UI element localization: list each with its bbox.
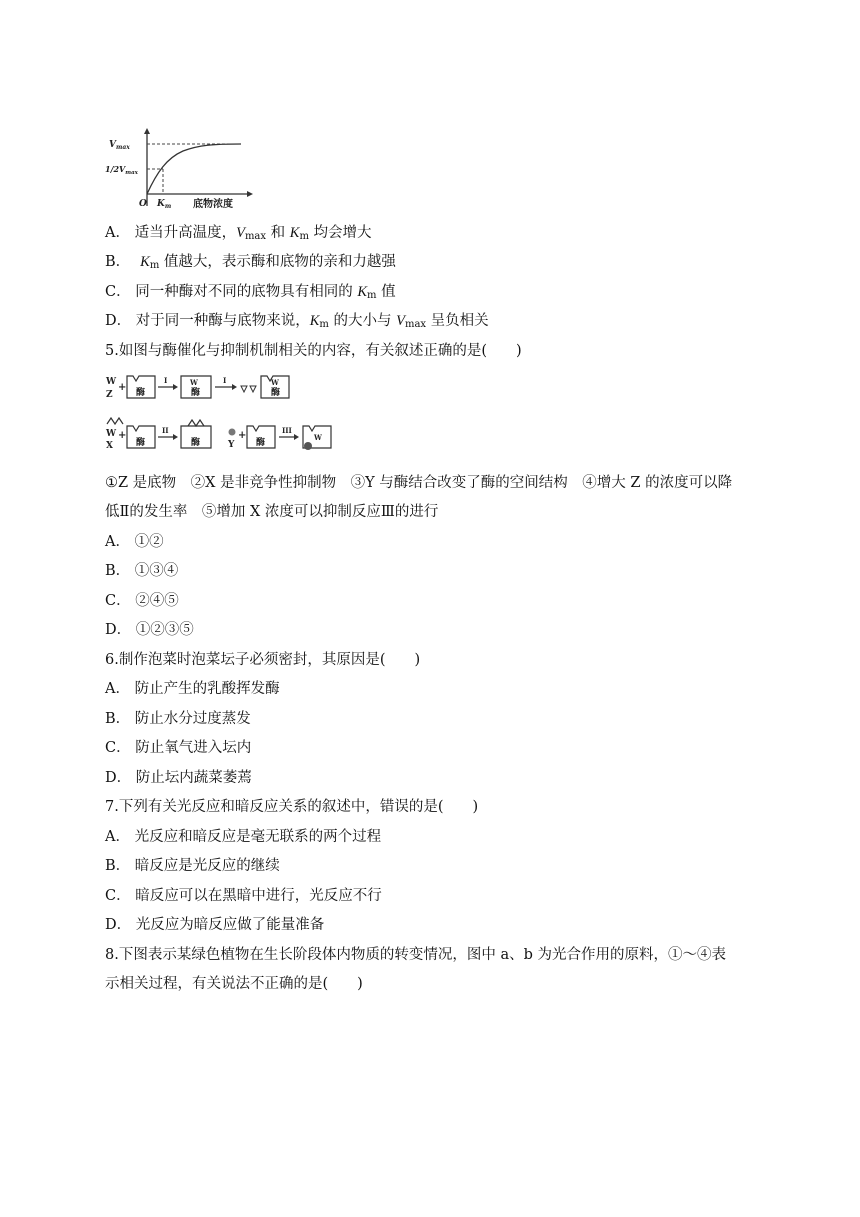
q6-option-a: A． 防止产生的乳酸挥发酶	[105, 681, 280, 697]
svg-text:+: +	[118, 382, 127, 393]
y-axis-arrow	[144, 128, 150, 134]
substrate-w-label: W	[106, 377, 117, 387]
substrate-z-label: Z	[106, 390, 113, 400]
q4-option-c: C． 同一种酶对不同的底物具有相同的 $K_m$ 值	[105, 284, 396, 301]
svg-text:酶: 酶	[136, 388, 146, 398]
q4-option-a: A． 适当升高温度，$V_{max}$ 和 $K_m$ 均会增大	[105, 225, 372, 242]
q5-option-b: B． ①③④	[105, 563, 179, 579]
q6-stem: 6.制作泡菜时泡菜坛子必须密封，其原因是( )	[105, 652, 421, 668]
half-vmax-label: 1/2V	[105, 164, 126, 174]
svg-text:II: II	[162, 426, 169, 435]
svg-text:III: III	[282, 426, 292, 435]
q5-stem: 5.如图与酶催化与抑制机制相关的内容，有关叙述正确的是( )	[105, 343, 522, 359]
svg-text:酶: 酶	[136, 438, 146, 448]
q8-stem-line1: 8.下图表示某绿色植物在生长阶段体内物质的转变情况，图中 a、b 为光合作用的原料，①～④表	[105, 947, 726, 963]
svg-text:W: W	[271, 378, 279, 387]
origin-label: O	[139, 199, 147, 209]
svg-text:Km: $K_m$	[157, 199, 172, 210]
svg-text:W: W	[106, 429, 117, 439]
q7-option-c: C． 暗反应可以在黑暗中进行，光反应不行	[105, 888, 382, 904]
q7-stem: 7.下列有关光反应和暗反应关系的叙述中，错误的是( )	[105, 799, 479, 815]
product-1	[241, 386, 247, 392]
inhibitor-y-label: Y	[228, 440, 235, 450]
q8-stem-line2: 示相关过程，有关说法不正确的是( )	[105, 976, 363, 992]
inhibitor-x-label: X	[106, 441, 113, 451]
svg-text:I: I	[164, 376, 168, 385]
svg-text:I: I	[223, 376, 227, 385]
svg-text:W: W	[190, 378, 198, 387]
product-2	[250, 386, 256, 392]
svg-text:酶: 酶	[191, 388, 201, 398]
q5-statements-line2: 低Ⅱ的发生率 ⑤增加 X 浓度可以抑制反应Ⅲ的进行	[105, 504, 439, 520]
q5-option-a: A． ①②	[105, 534, 164, 550]
q7-option-a: A． 光反应和暗反应是毫无联系的两个过程	[105, 829, 382, 845]
svg-text:+: +	[238, 430, 247, 441]
q7-option-d: D． 光反应为暗反应做了能量准备	[105, 917, 325, 933]
svg-text:酶: 酶	[271, 388, 281, 398]
svg-text:Vmax: $V_{max}$	[109, 140, 130, 151]
svg-text:1/2Vmax: $1/2V_{max}$	[105, 164, 138, 176]
saturation-curve	[147, 144, 241, 194]
q5-option-d: D． ①②③⑤	[105, 622, 194, 638]
q6-option-d: D． 防止坛内蔬菜萎蔫	[105, 770, 252, 786]
q4-option-d: D． 对于同一种酶与底物来说，$K_m$ 的大小与 $V_{max}$ 呈负相关	[105, 313, 489, 330]
svg-text:+: +	[118, 430, 127, 441]
q5-statements-line1: ①Z 是底物 ②X 是非竞争性抑制物 ③Y 与酶结合改变了酶的空间结构 ④增大 Z 的浓度可以降	[105, 475, 733, 491]
q7-option-b: B． 暗反应是光反应的继续	[105, 858, 280, 874]
enzyme-mechanism-figure	[105, 370, 375, 460]
q4-option-b: B． $K_m$ 值越大，表示酶和底物的亲和力越强	[105, 254, 396, 271]
q6-option-b: B． 防止水分过度蒸发	[105, 711, 251, 727]
x-axis-label: 底物浓度	[193, 199, 233, 210]
q6-option-c: C． 防止氧气进入坛内	[105, 740, 252, 756]
km-label: K	[157, 199, 165, 209]
enzyme-kinetics-figure	[105, 126, 255, 212]
inhibitor-x-shape	[107, 418, 123, 424]
x-axis-arrow	[247, 191, 253, 197]
svg-text:酶: 酶	[191, 438, 201, 448]
inhibitor-y-shape	[229, 429, 236, 436]
svg-text:酶: 酶	[256, 438, 266, 448]
q5-option-c: C． ②④⑤	[105, 593, 179, 609]
svg-text:W: W	[314, 433, 322, 442]
vmax-label: V	[109, 140, 116, 150]
